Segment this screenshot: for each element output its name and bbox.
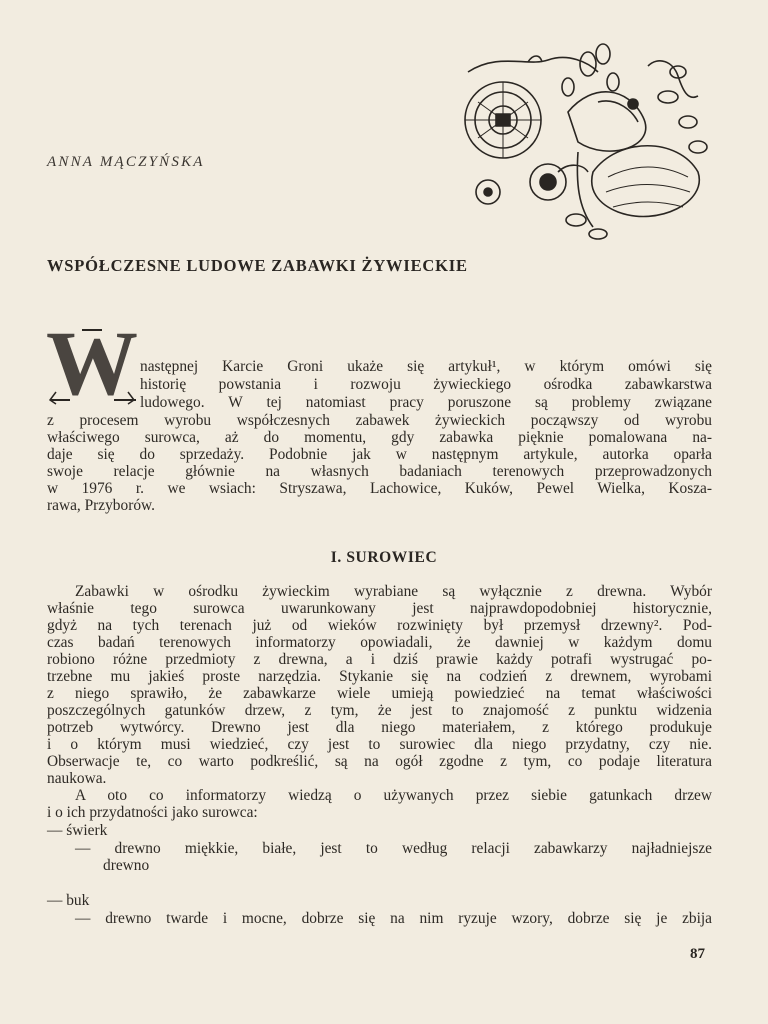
intro-line: rawa, Przyborów.: [47, 497, 155, 514]
section-line: i o którym musi wiedzieć, czy jest to surowiec dla niego przydatny, czy nie.: [47, 736, 712, 753]
section-line: Zabawki w ośrodku żywieckim wyrabiane są wyłącznie z drewna. Wybór: [75, 583, 712, 600]
intro-line: następnej Karcie Groni ukaże się artykuł¹, w którym omówi się: [140, 358, 712, 375]
intro-line: daje się do sprzedaży. Podobnie jak w następnym artykule, autorka oparła: [47, 446, 712, 463]
section-line: trzebne mu jakieś proste narzędzia. Stykanie się na codzień z drewnem, wyrobami: [47, 668, 712, 685]
list-item-desc: — drewno twarde i mocne, dobrze się na nim ryzuje wzory, dobrze się je zbija: [75, 910, 712, 927]
section-line: robiono różne przedmioty z drewna, a i dziś prawie każdy potrafi wystrugać po-: [47, 651, 712, 668]
intro-line: właściwego surowca, aż do momentu, gdy zabawka pięknie pomalowana na-: [47, 429, 712, 446]
intro-line: z procesem wyrobu współczesnych zabawek żywieckich począwszy od wyrobu: [47, 412, 712, 429]
section-line: z niego sprawiło, że zabawkarze wiele umieją powiedzieć na temat właściwości: [47, 685, 712, 702]
list-item-desc: drewno: [103, 857, 150, 874]
section-line: właśnie tego surowca uwarunkowany jest najprawdopodobniej historycznie,: [47, 600, 712, 617]
intro-line: ludowego. W tej natomiast pracy poruszone są problemy związane: [140, 394, 712, 411]
section-line: Obserwacje te, co warto podkreślić, są na ogół zgodne z tym, co podaje literatura: [47, 753, 712, 770]
intro-line: swoje relacje głównie na własnych badaniach terenowych przeprowadzonych: [47, 463, 712, 480]
section-line: czas badań terenowych informatorzy opowiadali, że dawniej w każdym domu: [47, 634, 712, 651]
decorated-initial-w-icon: [46, 322, 138, 406]
folk-floral-ornament-icon: [458, 42, 716, 242]
section-line: A oto co informatorzy wiedzą o używanych przez siebie gatunkach drzew: [75, 787, 712, 804]
svg-text:W: W: [46, 322, 138, 406]
section-line: gdyż na tych terenach już od wieków rozwinięty był przemysł drzewny². Pod-: [47, 617, 712, 634]
intro-line: w 1976 r. we wsiach: Stryszawa, Lachowice, Kuków, Pewel Wielka, Kosza-: [47, 480, 712, 497]
section-line: i o ich przydatności jako surowca:: [47, 804, 258, 821]
author-name: ANNA MĄCZYŃSKA: [47, 154, 205, 170]
section-line: potrzeb wytwórcy. Drewno jest dla niego materiałem, z którego produkuje: [47, 719, 712, 736]
section-line: naukowa.: [47, 770, 107, 787]
list-item-label: — buk: [47, 892, 90, 909]
article-title: WSPÓŁCZESNE LUDOWE ZABAWKI ŻYWIECKIE: [47, 256, 468, 275]
page-number: 87: [690, 946, 705, 962]
list-item-label: — świerk: [47, 822, 108, 839]
list-item-desc: — drewno miękkie, białe, jest to według relacji zabawkarzy najładniejsze: [75, 840, 712, 857]
section-line: poszczególnych gatunków drzew, z tym, że jest to znajomość z punktu widzenia: [47, 702, 712, 719]
section-heading: I. SUROWIEC: [330, 549, 438, 566]
intro-line: historię powstania i rozwoju żywieckiego ośrodka zabawkarstwa: [140, 376, 712, 393]
